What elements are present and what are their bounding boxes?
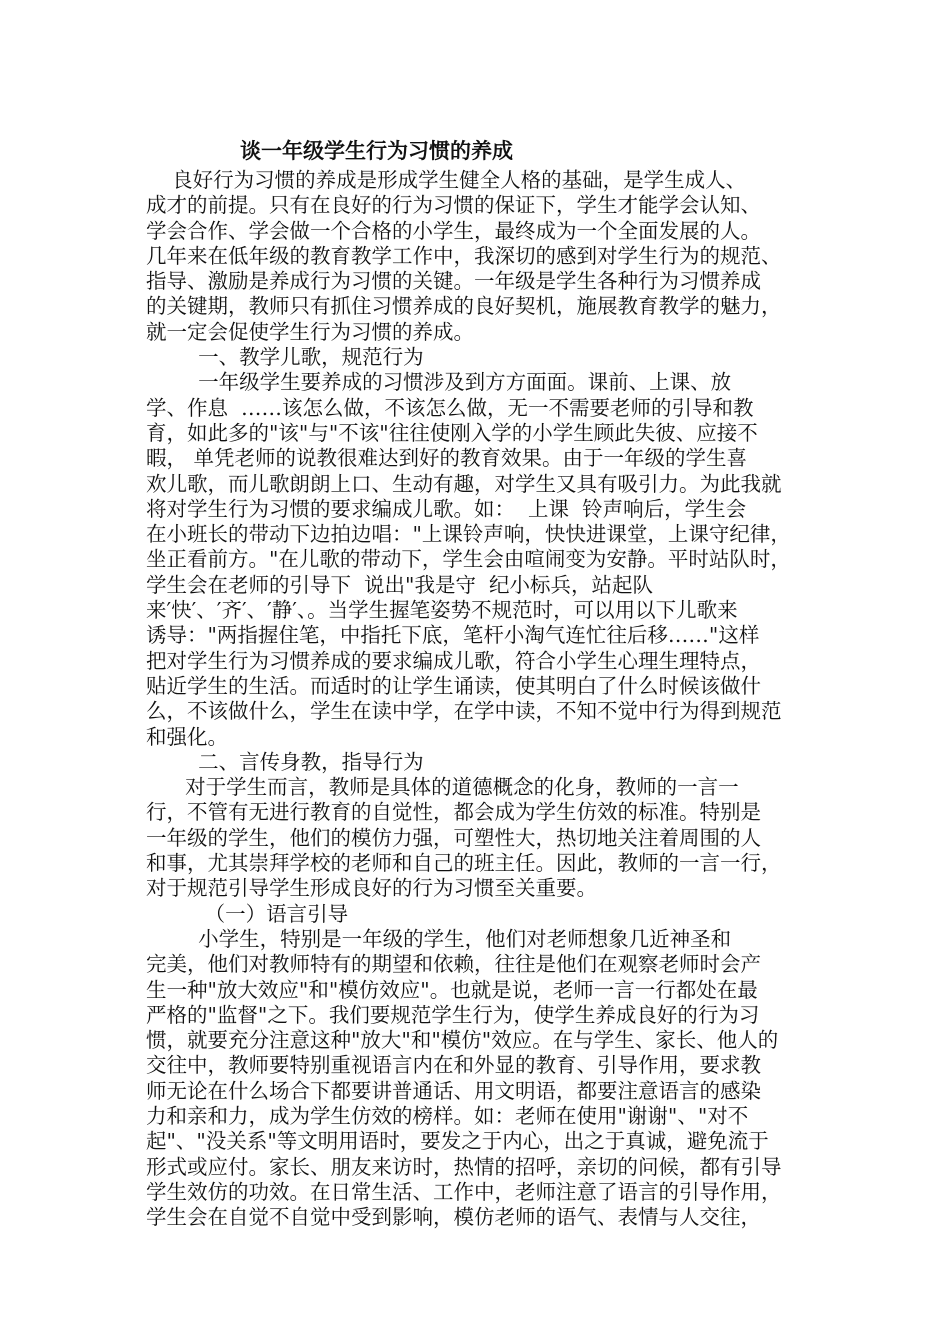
text-line: 几年来在低年级的教育教学工作中，我深切的感到对学生行为的规范、 (146, 243, 782, 268)
text-line: 一、教学儿歌，规范行为 (146, 345, 424, 370)
text-line: 严格的"监督"之下。我们要规范学生行为，使学生养成良好的行为习 (146, 1002, 760, 1027)
text-line: 成才的前提。只有在良好的行为习惯的保证下，学生才能学会认知、 (146, 193, 761, 218)
text-line: 一年级的学生，他们的模仿力强，可塑性大，热切地关注着周围的人 (146, 825, 761, 850)
text-line: 师无论在什么场合下都要讲普通话、用文明语，都要注意语言的感染 (146, 1078, 761, 1103)
text-line: 和事，尤其崇拜学校的老师和自己的班主任。因此，教师的一言一行， (146, 851, 782, 876)
text-line: 在小班长的带动下边拍边唱："上课铃声响，快快进课堂，上课守纪律， (146, 522, 791, 547)
text-line: 力和亲和力，成为学生仿效的榜样。如：老师在使用"谢谢"、"对不 (146, 1103, 749, 1128)
text-line: 欢儿歌，而儿歌朗朗上口、生动有趣，对学生又具有吸引力。为此我就 (146, 471, 782, 496)
text-line: 就一定会促使学生行为习惯的养成。 (146, 319, 474, 344)
text-line: 交往中，教师要特别重视语言内在和外显的教育、引导作用，要求教 (146, 1053, 761, 1078)
text-line: 小学生，特别是一年级的学生，他们对老师想象几近神圣和 (146, 926, 732, 951)
text-line: 和强化。 (146, 724, 228, 749)
text-line: 一年级学生要养成的习惯涉及到方方面面。课前、上课、放 (146, 370, 732, 395)
text-line: 良好行为习惯的养成是形成学生健全人格的基础，是学生成人、 (146, 168, 747, 192)
text-line: 对于规范引导学生形成良好的行为习惯至关重要。 (146, 876, 597, 901)
text-line: 学会合作、学会做一个合格的小学生，最终成为一个全面发展的人。 (146, 218, 761, 243)
text-line: 生一种"放大效应"和"模仿效应"。也就是说，老师一言一行都处在最 (146, 977, 758, 1002)
document-title: 谈一年级学生行为习惯的养成 (240, 139, 513, 163)
text-line: 学生会在自觉不自觉中受到影响，模仿老师的语气、表情与人交往， (146, 1205, 761, 1230)
text-line: 学、作息 ……该怎么做，不该怎么做，无一不需要老师的引导和教 (146, 395, 754, 420)
text-line: 把对学生行为习惯养成的要求编成儿歌，符合小学生心理生理特点， (146, 648, 761, 673)
text-line: 学生效仿的功效。在日常生活、工作中，老师注意了语言的引导作用， (146, 1179, 782, 1204)
text-line: 贴近学生的生活。而适时的让学生诵读，使其明白了什么时候该做什 (146, 673, 761, 698)
text-line: 二、言传身教，指导行为 (146, 749, 424, 774)
text-line: 行，不管有无进行教育的自觉性，都会成为学生仿效的标准。特别是 (146, 800, 761, 825)
text-line: 坐正看前方。"在儿歌的带动下，学生会由喧闹变为安静。平时站队时， (146, 547, 791, 572)
text-line: 将对学生行为习惯的要求编成儿歌。如： 上课 铃声响后，学生会 (146, 496, 747, 521)
text-line: 对于学生而言，教师是具体的道德概念的化身，教师的一言一 (146, 775, 739, 800)
document-body (146, 168, 826, 1230)
text-line: 起"、"没关系"等文明用语时，要发之于内心，出之于真诚，避免流于 (146, 1129, 769, 1154)
text-line: 诱导："两指握住笔，中指托下底，笔杆小淘气连忙往后移……"这样 (146, 623, 760, 648)
text-line: 学生会在老师的引导下 说出"我是守 纪小标兵，站起队 (146, 572, 653, 597)
text-line: 的关键期，教师只有抓住习惯养成的良好契机，施展教育教学的魅力， (146, 294, 782, 319)
text-line: 指导、激励是养成行为习惯的关键。一年级是学生各种行为习惯养成 (146, 269, 761, 294)
text-line: （一）语言引导 (146, 901, 349, 926)
text-line: 么，不该做什么，学生在读中学，在学中读，不知不觉中行为得到规范 (146, 699, 782, 724)
text-line: 来′快′、′齐′、′静′、。当学生握笔姿势不规范时，可以用以下儿歌来 (146, 598, 738, 623)
text-line: 完美，他们对教师特有的期望和依赖，往往是他们在观察老师时会产 (146, 952, 761, 977)
text-line: 暇， 单凭老师的说教很难达到好的教育效果。由于一年级的学生喜 (146, 446, 748, 471)
text-line: 育，如此多的"该"与"不该"往往使刚入学的小学生顾此失彼、应接不 (146, 420, 758, 445)
text-line: 形式或应付。家长、朋友来访时，热情的招呼，亲切的问候，都有引导 (146, 1154, 782, 1179)
text-line: 惯，就要充分注意这种"放大"和"模仿"效应。在与学生、家长、他人的 (146, 1028, 779, 1053)
